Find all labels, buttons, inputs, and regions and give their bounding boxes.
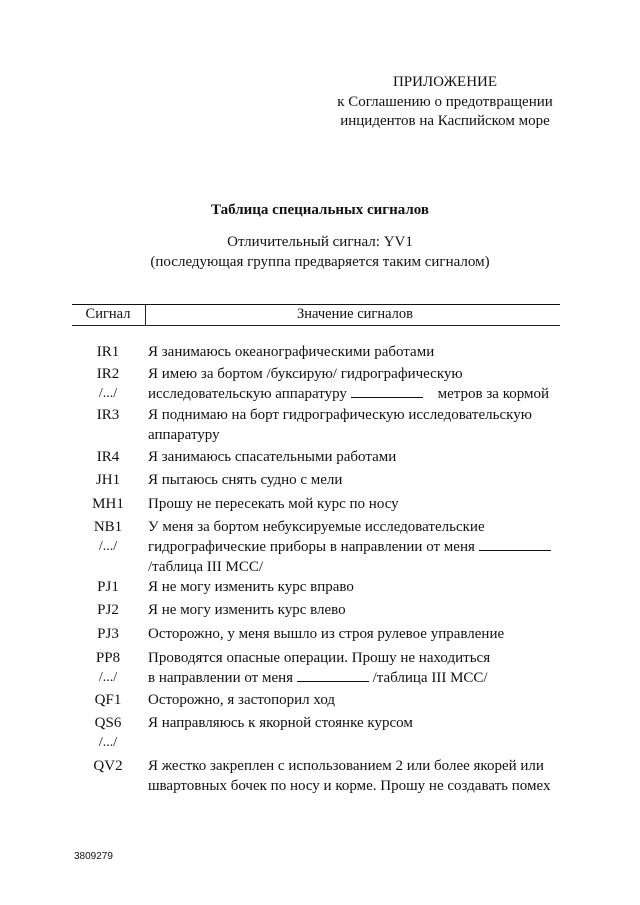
distinctive-signal-note: (последующая группа предваряется таким сигналом) [150,254,490,270]
signal-meaning: Я не могу изменить курс влево [148,602,346,618]
signal-code: NB1 /.../ [72,517,144,557]
signal-suffix: /.../ [98,735,118,750]
signal-code: MH1 [92,496,124,512]
signal-code: PJ1 [97,579,119,595]
signal-code: QS6 /.../ [72,713,144,753]
signal-suffix: /.../ [98,670,118,685]
signal-code: PJ3 [97,626,119,642]
signal-code: IR4 [96,449,120,465]
document-number: 3809279 [74,851,113,862]
fill-in-blank [297,668,369,682]
fill-in-blank [351,384,423,398]
signal-meaning: У меня за бортом небуксируемые исследовательские гидрографические приборы в направлении от меня /таблица III МСС/ [148,517,560,577]
appendix-heading: ПРИЛОЖЕНИЕ [392,74,498,90]
signal-meaning: Я жестко закреплен с использованием 2 или более якорей или швартовных бочек по носу и корме. Прошу не создавать помех [148,758,551,794]
appendix-line-1: к Соглашению о предотвращении [337,94,553,110]
signal-meaning: Проводятся опасные операции. Прошу не находиться в направлении от меня /таблица III МСС/ [148,650,491,686]
signal-suffix: /.../ [98,539,118,554]
signal-code: PJ2 [97,602,119,618]
signal-meaning: Осторожно, я застопорил ход [148,692,336,708]
distinctive-signal: Отличительный сигнал: YV1 [227,234,413,250]
appendix-line-2: инцидентов на Каспийском море [340,113,550,129]
signal-code: QV2 [93,758,123,774]
signal-code: QF1 [94,692,122,708]
fill-in-blank [479,537,551,551]
signal-code: IR1 [96,344,120,360]
signal-meaning: Осторожно, у меня вышло из строя рулевое управление [148,626,505,642]
signal-code: JH1 [95,472,121,488]
signal-meaning: Я направляюсь к якорной стоянке курсом [148,715,413,731]
signal-code: IR2 /.../ [72,364,144,404]
signal-meaning: Я пытаюсь снять судно с мели [148,472,343,488]
signal-code: IR3 [96,407,120,423]
signal-meaning: Прошу не пересекать мой курс по носу [148,496,399,512]
signal-meaning: Я занимаюсь спасательными работами [148,449,397,465]
header-bottom-rule [72,325,560,326]
signal-meaning: Я не могу изменить курс вправо [148,579,354,595]
column-header-signal: Сигнал [85,306,131,322]
column-header-meaning: Значение сигналов [297,306,413,322]
signal-code: PP8 /.../ [72,648,144,688]
column-separator [145,305,146,325]
signal-meaning: Я имею за бортом /буксирую/ гидрографическую исследовательскую аппаратуру метров за кормой [148,366,550,402]
signal-suffix: /.../ [98,386,118,401]
distinctive-signal-block [0,232,640,272]
signal-meaning: Я поднимаю на борт гидрографическую исследовательскую аппаратуру [148,407,532,443]
signal-meaning: Я занимаюсь океанографическими работами [148,344,435,360]
document-title: Таблица специальных сигналов [210,202,430,218]
